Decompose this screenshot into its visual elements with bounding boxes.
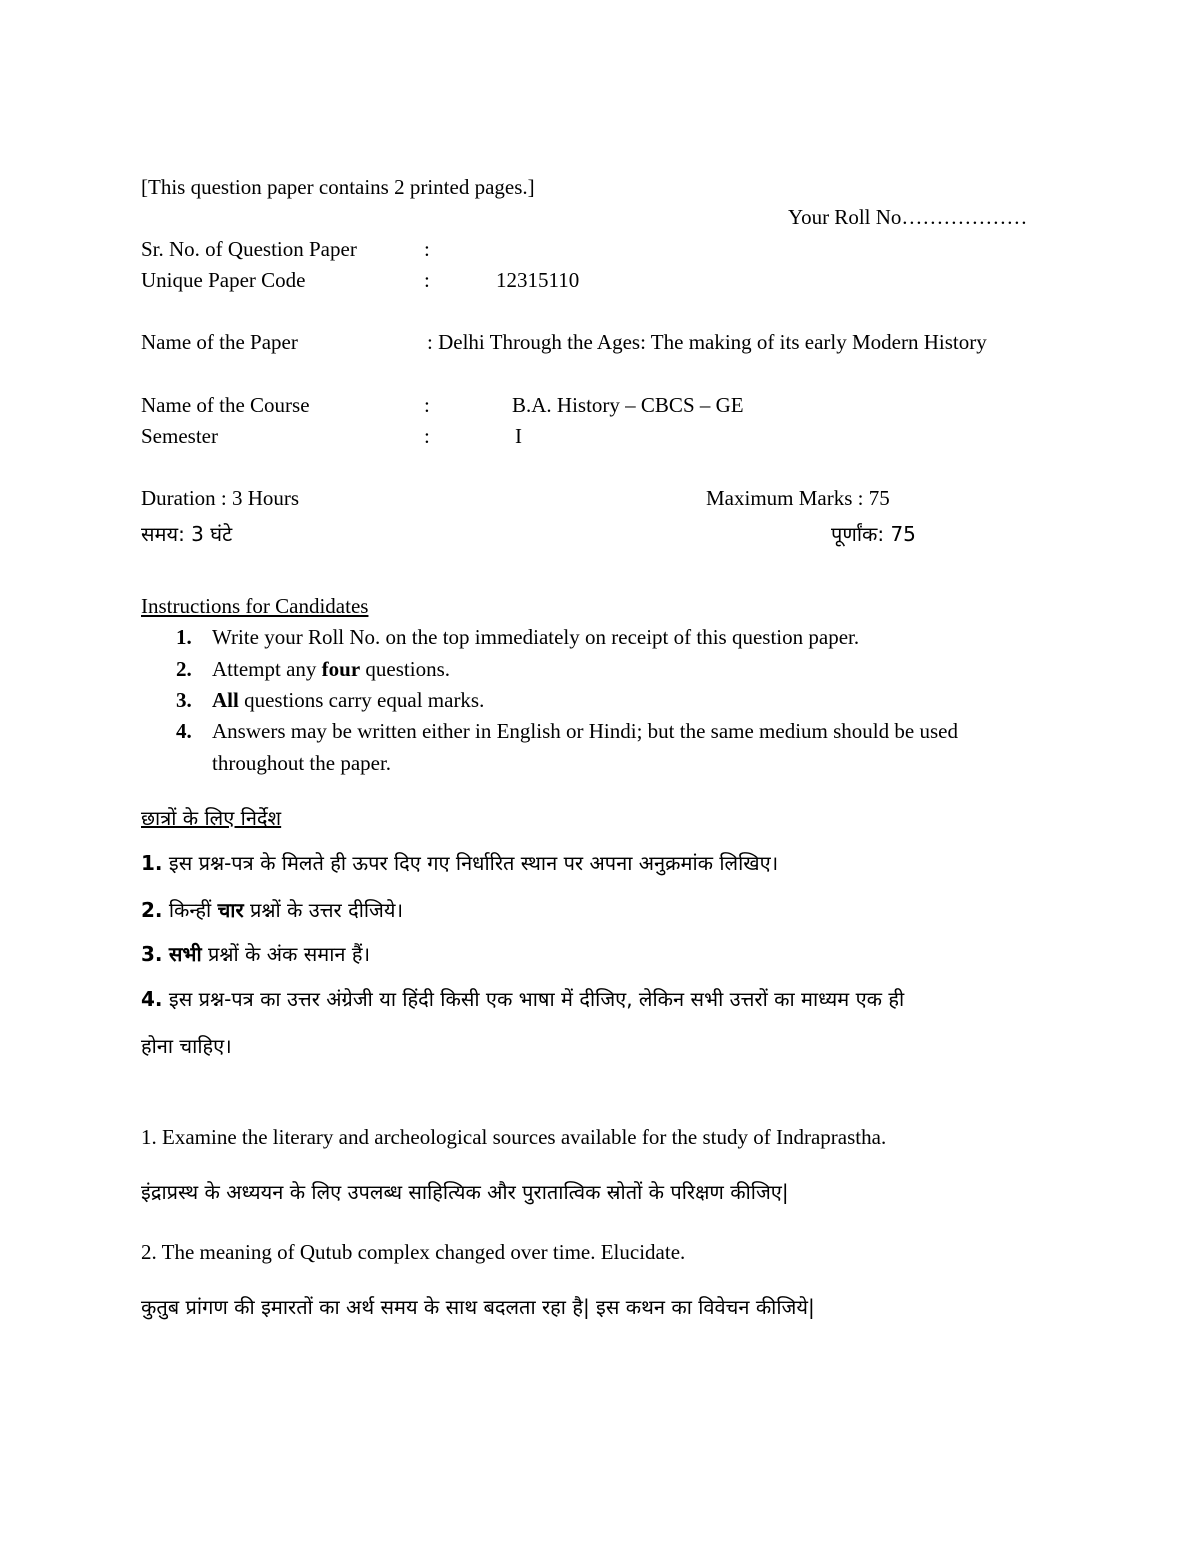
semester-label: Semester xyxy=(141,424,218,448)
emphasis: four xyxy=(321,657,361,681)
paper-name-label: Name of the Paper xyxy=(141,330,298,354)
emphasis: सभी xyxy=(168,942,202,966)
unique-paper-code-colon: : xyxy=(424,268,430,292)
hindi-instructions-heading: छात्रों के लिए निर्देश xyxy=(141,806,282,830)
max-marks-hindi: पूर्णांक: 75 xyxy=(831,522,916,546)
hindi-instruction-continuation: होना चाहिए। xyxy=(141,1034,232,1058)
hindi-instruction-item: 4. इस प्रश्न-पत्र का उत्तर अंग्रेजी या हिंदी किसी एक भाषा में दीजिए, लेकिन सभी उत्तरों का माध्यम एक ही xyxy=(141,987,905,1011)
duration-english: Duration : 3 Hours xyxy=(141,486,300,510)
list-item-text: Write your Roll No. on the top immediately on receipt of this question paper. xyxy=(212,625,860,649)
unique-paper-code-label: Unique Paper Code xyxy=(141,268,306,292)
question-1-english: 1. Examine the literary and archeological sources available for the study of Indraprastha. xyxy=(141,1125,887,1149)
hindi-instruction-item: 1. इस प्रश्न-पत्र के मिलते ही ऊपर दिए गए निर्धारित स्थान पर अपना अनुक्रमांक लिखिए। xyxy=(141,851,779,875)
list-item-number: 1. xyxy=(176,625,192,649)
semester-value: I xyxy=(515,424,522,448)
question-1-hindi: इंद्राप्रस्थ के अध्ययन के लिए उपलब्ध साहित्यिक और पुरातात्विक स्रोतों के परिक्षण कीजिए| xyxy=(141,1180,789,1204)
course-name-label: Name of the Course xyxy=(141,393,310,417)
list-item-number: 2. xyxy=(176,657,192,681)
roll-number-field: Your Roll No……………… xyxy=(788,205,1028,229)
question-2-hindi: कुतुब प्रांगण की इमारतों का अर्थ समय के साथ बदलता रहा है| इस कथन का विवेचन कीजिये| xyxy=(141,1295,815,1319)
course-name-colon: : xyxy=(424,393,430,417)
paper-name-value: : Delhi Through the Ages: The making of its early Modern History xyxy=(427,330,987,354)
emphasis: All xyxy=(212,688,239,712)
list-item-text: All questions carry equal marks. xyxy=(212,688,485,712)
sr-no-colon: : xyxy=(424,237,430,261)
page-count-notice: [This question paper contains 2 printed pages.] xyxy=(141,175,535,199)
list-item-text: Attempt any four questions. xyxy=(212,657,450,681)
list-item-number: 3. xyxy=(176,688,192,712)
sr-no-label: Sr. No. of Question Paper xyxy=(141,237,357,261)
list-item-text: Answers may be written either in English or Hindi; but the same medium should be used xyxy=(212,719,958,743)
list-item-number: 4. xyxy=(176,719,192,743)
list-item-continuation: throughout the paper. xyxy=(212,751,392,775)
hindi-instruction-item: 3. सभी प्रश्नों के अंक समान हैं। xyxy=(141,942,371,966)
semester-colon: : xyxy=(424,424,430,448)
unique-paper-code-value: 12315110 xyxy=(496,268,580,292)
emphasis: चार xyxy=(217,898,244,922)
instructions-heading: Instructions for Candidates xyxy=(141,594,369,618)
course-name-value: B.A. History – CBCS – GE xyxy=(512,393,744,417)
hindi-instruction-item: 2. किन्हीं चार प्रश्नों के उत्तर दीजिये। xyxy=(141,898,404,922)
max-marks-english: Maximum Marks : 75 xyxy=(706,486,890,510)
duration-hindi: समय: 3 घंटे xyxy=(141,522,233,546)
question-2-english: 2. The meaning of Qutub complex changed over time. Elucidate. xyxy=(141,1240,686,1264)
